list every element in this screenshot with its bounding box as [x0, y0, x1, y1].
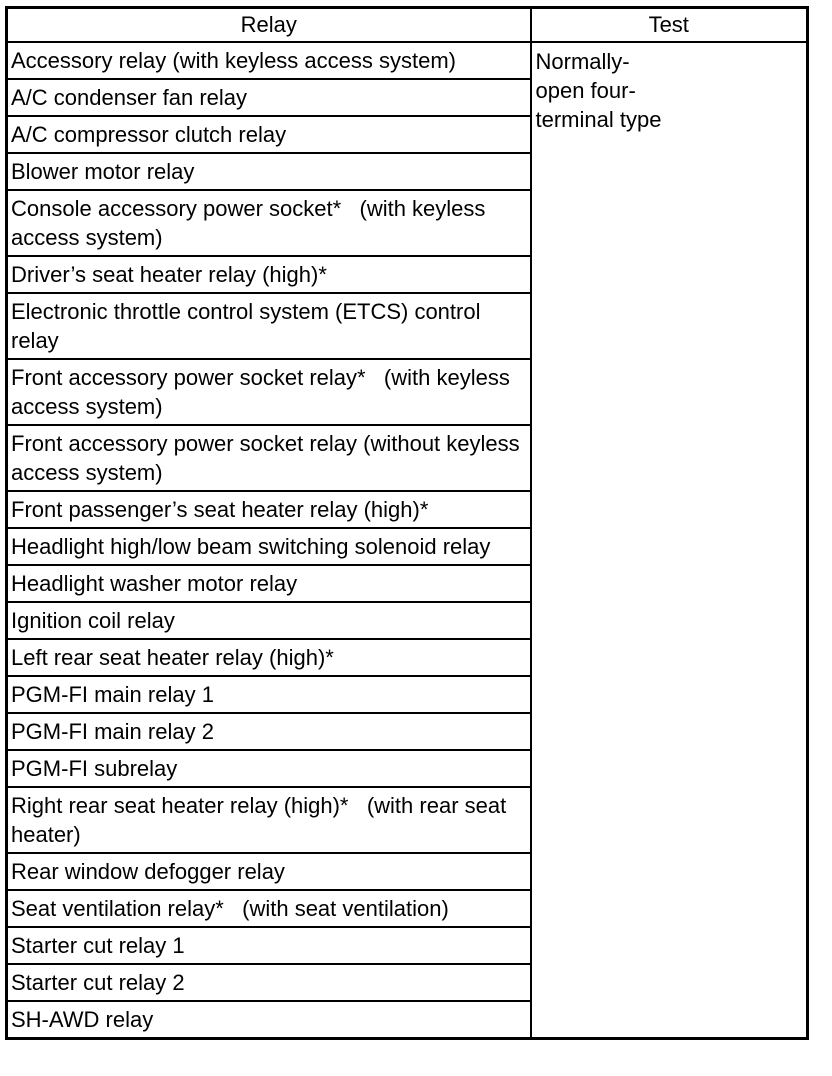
relay-name: A/C condenser fan relay: [11, 85, 248, 110]
relay-name: Starter cut relay 2: [11, 970, 185, 995]
relay-name: SH-AWD relay: [11, 1007, 154, 1032]
relay-name: Ignition coil relay: [11, 608, 175, 633]
relay-name-cell: [7, 293, 531, 359]
relay-name: Driver’s seat heater relay (high)*: [11, 262, 327, 287]
relay-name-cell: [7, 853, 531, 890]
relay-column-header: Relay: [7, 8, 531, 43]
test-column-header: Test: [531, 8, 808, 43]
relay-name-cell: [7, 528, 531, 565]
relay-name-cell: [7, 676, 531, 713]
relay-name-cell: [7, 713, 531, 750]
relay-name-cell: [7, 890, 531, 927]
relay-name: Headlight high/low beam switching solenoid relay: [11, 534, 491, 559]
relay-name-cell: [7, 1001, 531, 1039]
relay-name-cell: [7, 425, 531, 491]
relay-name-cell: [7, 359, 531, 425]
relay-name-cell: [7, 602, 531, 639]
relay-name-cell: [7, 153, 531, 190]
relay-name-cell: [7, 42, 531, 79]
relay-name-cell: [7, 256, 531, 293]
table-row: [7, 42, 808, 79]
relay-name: Front accessory power socket relay (without keyless access system): [11, 431, 526, 485]
relay-name: Rear window defogger relay: [11, 859, 285, 884]
relay-name: Console accessory power socket* (with keyless access system): [11, 196, 492, 250]
relay-test-table: [5, 6, 809, 1040]
test-type-cell: [531, 42, 808, 1039]
relay-name: Front passenger’s seat heater relay (high)*: [11, 497, 429, 522]
relay-name: PGM-FI subrelay: [11, 756, 178, 781]
header-row: [7, 8, 808, 43]
relay-name-cell: [7, 787, 531, 853]
relay-name: Starter cut relay 1: [11, 933, 185, 958]
relay-name: Electronic throttle control system (ETCS) control relay: [11, 299, 487, 353]
relay-name-cell: [7, 750, 531, 787]
relay-name: Front accessory power socket relay* (with keyless access system): [11, 365, 516, 419]
relay-name-cell: [7, 565, 531, 602]
relay-name-cell: [7, 190, 531, 256]
relay-name: Left rear seat heater relay (high)*: [11, 645, 334, 670]
relay-name: PGM-FI main relay 2: [11, 719, 214, 744]
relay-name: Accessory relay (with keyless access system): [11, 48, 456, 73]
relay-name: PGM-FI main relay 1: [11, 682, 214, 707]
relay-name-cell: [7, 491, 531, 528]
relay-name: A/C compressor clutch relay: [11, 122, 287, 147]
test-type-value: Normally- open four- terminal type: [535, 49, 662, 132]
relay-name-cell: [7, 116, 531, 153]
relay-name: Seat ventilation relay* (with seat ventilation): [11, 896, 449, 921]
relay-name: Headlight washer motor relay: [11, 571, 298, 596]
relay-name: Blower motor relay: [11, 159, 195, 184]
relay-name: Right rear seat heater relay (high)* (with rear seat heater): [11, 793, 513, 847]
relay-name-cell: [7, 964, 531, 1001]
relay-name-cell: [7, 639, 531, 676]
relay-table-body: [7, 42, 808, 1039]
relay-name-cell: [7, 79, 531, 116]
relay-name-cell: [7, 927, 531, 964]
